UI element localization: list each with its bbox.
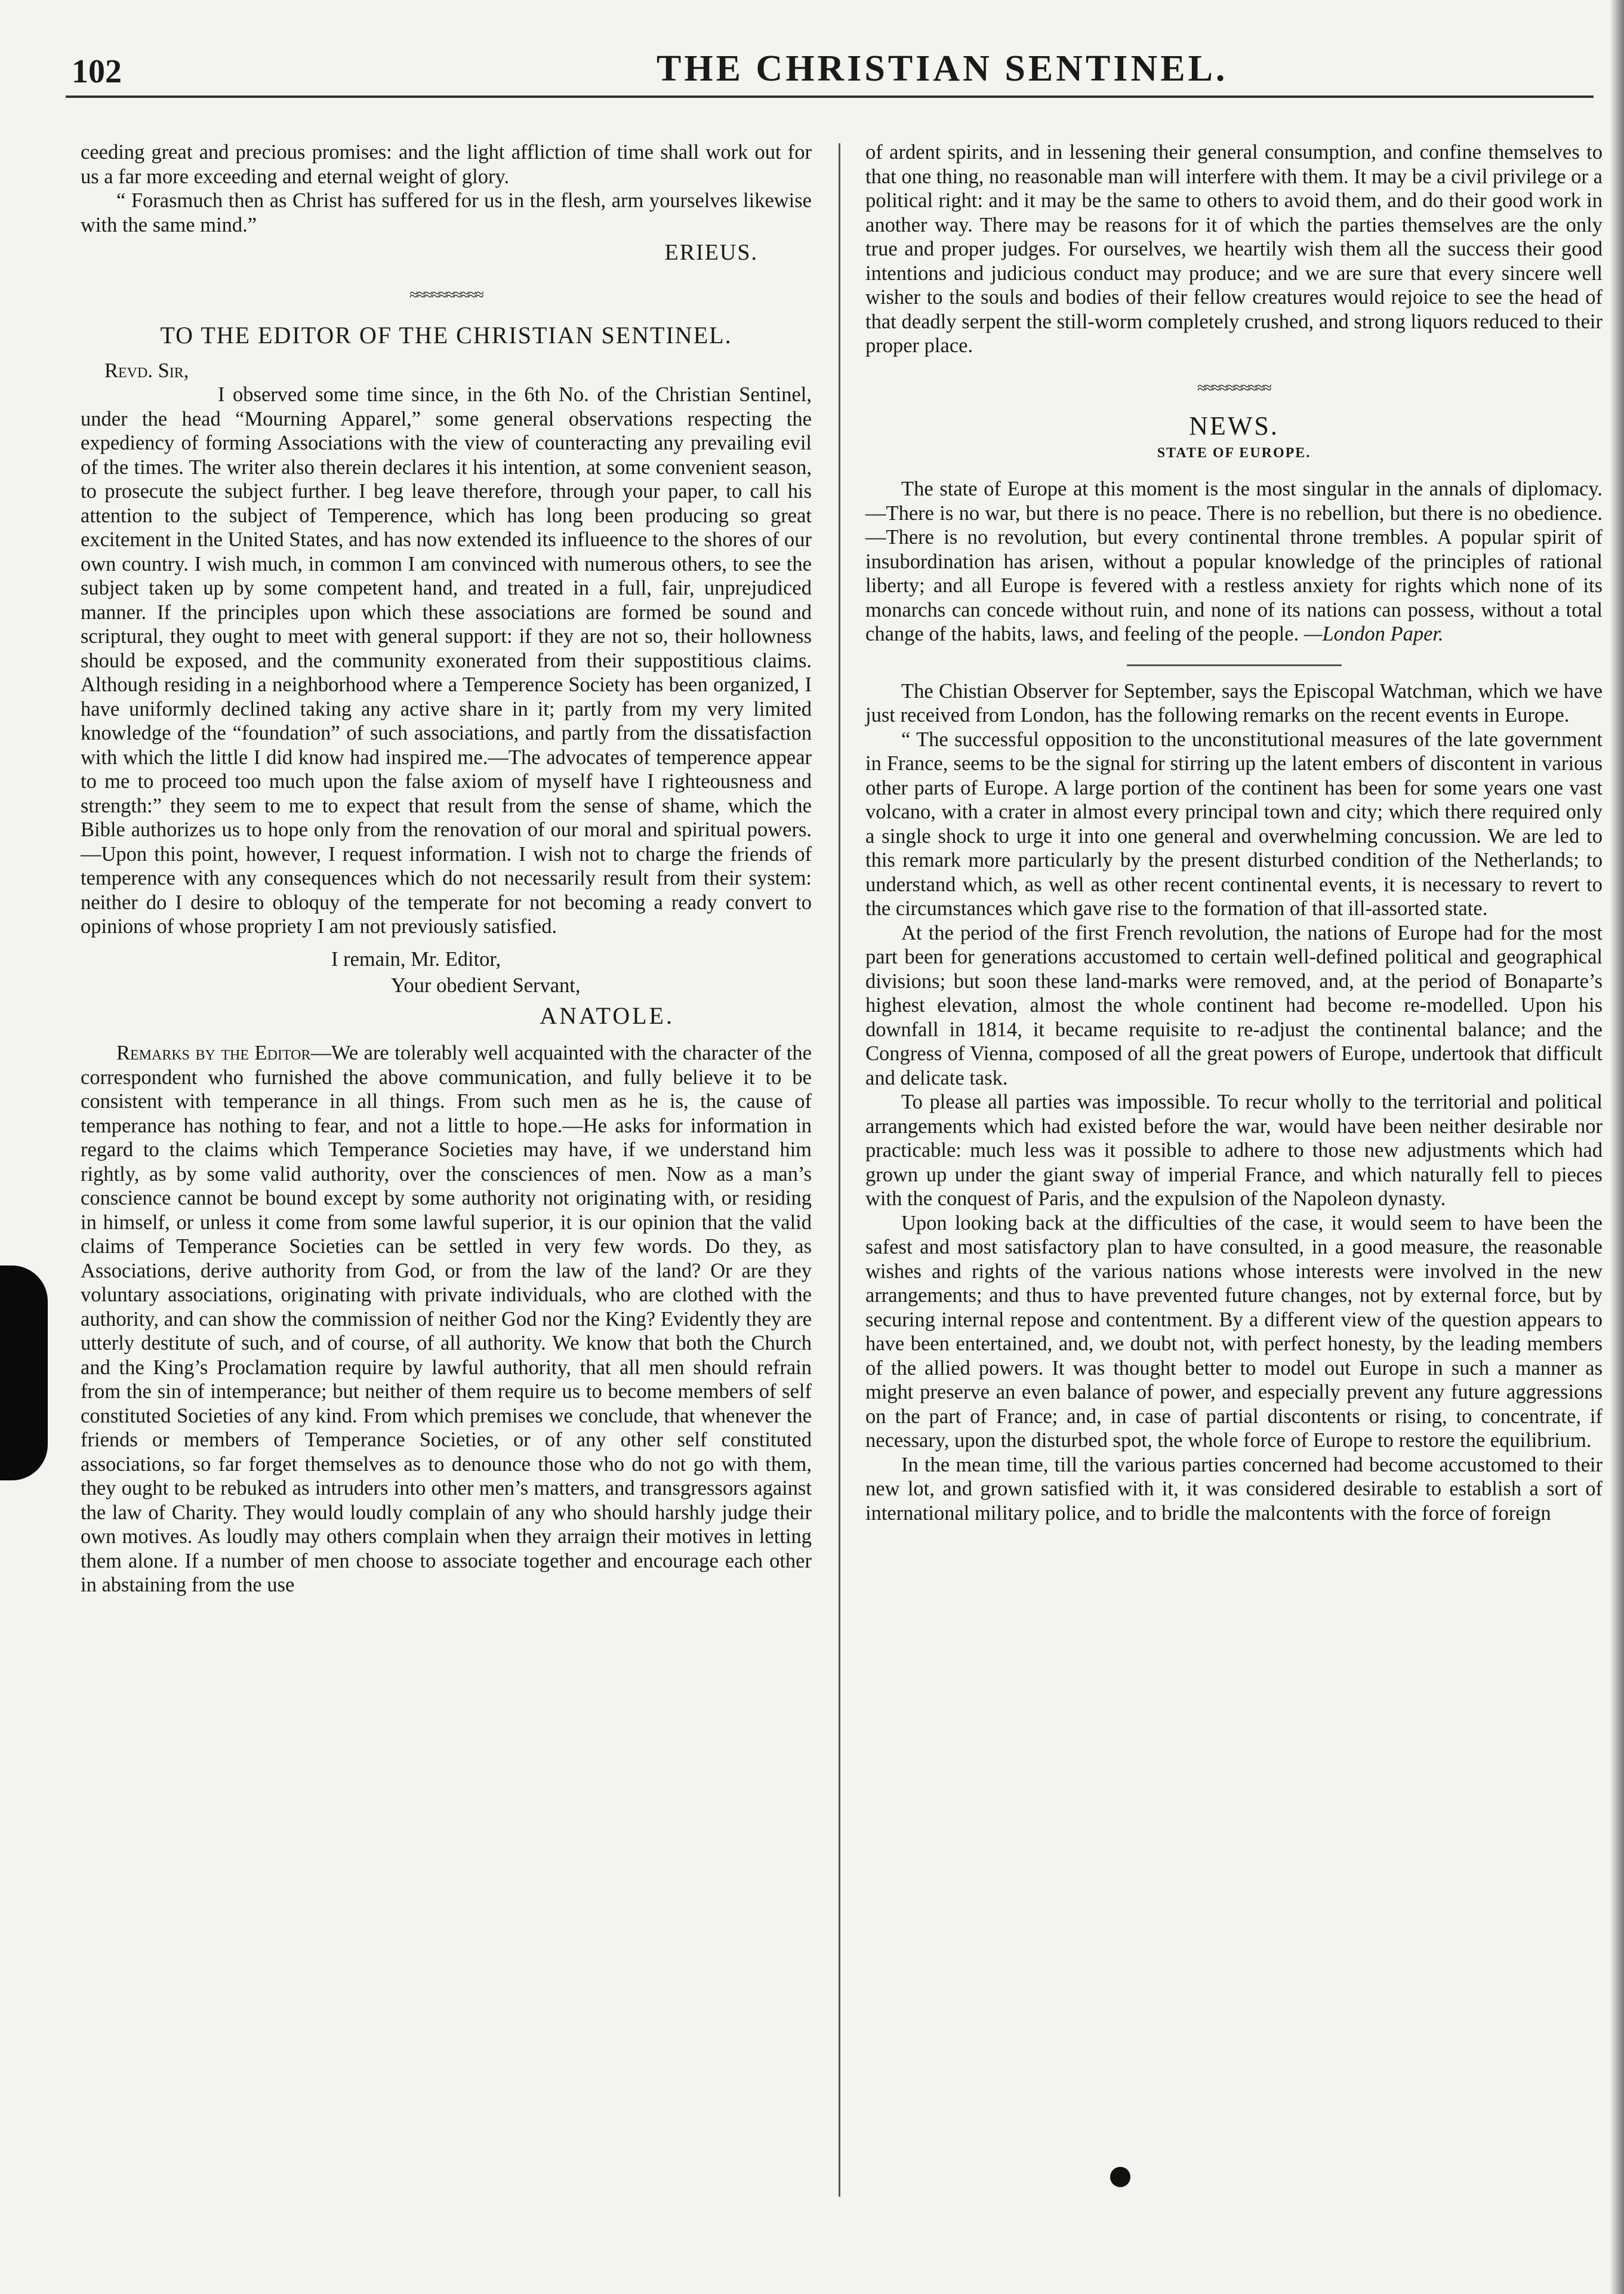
remarks-body: —We are tolerably well acquainted with the character of the correspondent who furnished the above communication, and fully believe it to be consistent with temperance in all things. From such men as he is, the cause of temperance has nothing to fear, and not a little to hope.—He asks for information in regard to the claims which Temperance Societies may have, if we understand him rightly, as by some valid authority, over the consciences of men. Now as a man’s conscience cannot be bound except by some authority not originating with, or residing in himself, or unless it come from some lawful superior, it is our opinion that the valid claims of Temperance Societies can be settled in very few words. Do they, as Associations, derive authority from God, or from the law of the land? Or are they voluntary associations, originating with private individuals, who are clothed with the authority, and can show the commission of neither God nor the King? Evidently they are utterly destitute of such, and of course, of all authority. We know that both the Church and the King’s Proclamation require by lawful authority, that all men should refrain from the sin of intemperance; but neither of them require us to become members of self constituted Societies of any kind. From which premises we conclude, that whenever the friends or members of Temperance Societies, or of any other self constituted associations, so far forget themselves as to denounce those who do not go with them, they ought to be rebuked as intruders into other men’s matters, and transgressors against the law of Charity. They would loudly complain of any who should harshly judge their own motives. As loudly may others complain when they arraign their motives in letting them alone. If a number of men choose to associate together and encourage each other in abstaining from the use — [81, 1042, 812, 1596]
observer-quote-5: In the mean time, till the various parties concerned had become accustomed to their new lot, and grown satisfied with it, it was considered desirable to establish a sort of international military police, and to bridle the malcontents with the force of foreign — [865, 1453, 1603, 1525]
column-divider — [839, 143, 840, 2197]
continuation-paragraph: of ardent spirits, and in lessening their general consumption, and confine themselves to that one thing, no reasonable man will interfere with them. It may be a civil privilege or a political right: and it may be the same to others to avoid them, and do their good work in another way. There may be reasons for it of which the parties themselves are the only true and proper judges. For ourselves, we heartily wish them all the success their good intentions and judicious conduct may produce; and we are sure that every sincere well wisher to the souls and bodies of their fellow creatures would rejoice to see the head of that deadly serpent the still-worm completely crushed, and strong liquors reduced to their proper place. — [865, 141, 1603, 357]
page-edge-shadow — [1610, 0, 1624, 2294]
header-rule — [66, 96, 1594, 98]
scripture-quote: “ Forasmuch then as Christ has suffered for us in the flesh, arm yourselves likewise with the same mind.” — [81, 189, 812, 236]
observer-quote-1: “ The successful opposition to the unconstitutional measures of the late government in France, seems to be the signal for stirring up the latent embers of discontent in various other parts of Europe. A large portion of the continent has been for some years one vast volcano, with a crater in almost every principal town and city; which there required only a single shock to urge it into one general and overwhelming concussion. We are led to this remark more particularly by the present disturbed condition of the Netherlands; to understand which, as well as other recent continental events, it is necessary to revert to the circumstances which gave rise to the formation of that ill-assorted state. — [865, 728, 1603, 920]
source-credit: —London Paper. — [1303, 623, 1444, 645]
news-subheading: STATE OF EUROPE. — [1157, 445, 1311, 461]
section-separator — [1127, 664, 1342, 666]
observer-quote-3: To please all parties was impossible. To recur wholly to the territorial and political arrangements which had existed before the war, would have been neither desirable nor practicable: much less was it possible to adhere to those new adjustments which had grown up under the giant sway of imperial France, and which naturally fell to pieces with the conquest of Paris, and the expulsion of the Napoleon dynasty. — [865, 1091, 1603, 1210]
europe-paragraph — [865, 477, 1603, 646]
observer-quote-2: At the period of the first French revolution, the nations of Europe had for the most part been for generations accustomed to certain well-defined political and geographical divisions; but soon these land-marks were removed, and, at the period of Bonaparte’s highest elevation, almost the whole continent had become re-modelled. Upon his downfall in 1814, it became requisite to re-adjust the continental balance; and the Congress of Vienna, composed of all the great powers of Europe, undertook that difficult and delicate task. — [865, 921, 1603, 1089]
ink-blot — [0, 1265, 48, 1480]
news-heading: NEWS. — [1189, 411, 1279, 441]
closing-line: I remain, Mr. Editor, — [331, 947, 501, 971]
signature-erieus: ERIEUS. — [664, 240, 758, 265]
observer-quote-4: Upon looking back at the difficulties of the case, it would seem to have been the safest and most satisfactory plan to have consulted, in a good measure, the reasonable wishes and rights of the various nations whose interests were involved in the new arrangements; and thus to have prevented future changes, not by external force, but by securing internal repose and contentment. By a different view of the question appears to have been entertained, and, we doubt not, with perfect honesty, by the leading members of the allied powers. It was thought better to model out Europe in such a manner as might preserve an even balance of power, and especially prevent any future aggressions on the part of France; and, in case of partial discontents or rising, to concentrate, if necessary, upon the disturbed spot, the whole force of Europe to restore the equilibrium. — [865, 1211, 1603, 1452]
europe-text: The state of Europe at this moment is the most singular in the annals of diplomacy.—There is no war, but there is no peace. There is no rebellion, but there is no obedience.—There is no revolution, but every continental throne trembles. A popular spirit of insubordination has arisen, without a popular knowledge of the principles of rational liberty; and all Europe is fevered with a restless anxiety for rights which none of its monarchs can concede without ruin, and none of its nations can possess, without a total change of the habits, laws, and feeling of the people. — [865, 478, 1603, 645]
salutation: Revd. Sir, — [104, 359, 189, 382]
ornament-divider: ≈≈≈≈≈≈≈≈≈≈ — [409, 285, 483, 303]
running-title: THE CHRISTIAN SENTINEL. — [657, 48, 1228, 89]
ornament-divider-right: ≈≈≈≈≈≈≈≈≈≈ — [1197, 378, 1271, 396]
letter-heading: TO THE EDITOR OF THE CHRISTIAN SENTINEL. — [160, 322, 732, 349]
letter-body: I observed some time since, in the 6th No. of the Christian Sentinel, under the head “Mourning Apparel,” some general observations respecting the expediency of forming Associations with the view of counteracting any prevailing evil of the times. The writer also therein declares it his intention, at some convenient season, to prosecute the subject further. I beg leave therefore, through your paper, to call his attention to the subject of Temperence, which has long been producing so great excitement in the United States, and has now extended its influeence to the shores of our own country. I wish much, in common I am convinced with numerous others, to see the subject taken up by some competent hand, and treated in a full, fair, unprejudiced manner. If the principles upon which these associations are formed be sound and scriptural, they ought to meet with general support: if they are not so, their hollowness should be exposed, and the community exonerated from their suppostitious claims. Although residing in a neighborhood where a Temperence Society has been organized, I have uniformly declined taking any active share in it; partly from my very limited knowledge of the “foundation” of such associations, and partly from the dissatisfaction with which the little I did know had inspired me.—The advocates of temperence appear to me to proceed too much upon the false axiom of myself have I righteousness and strength:” they seem to me to expect that result from the sense of shame, which the Bible authorizes us to hope only from the renovation of our moral and spiritual powers.—Upon this point, however, I request information. I wish not to charge the friends of temperence with any consequences which do not necessarily result from their system: neither do I desire to obloquy of the temperate for not becoming a ready convert to opinions of whose propriety I am not previously satisfied. — [81, 383, 812, 938]
closing-line-2: Your obedient Servant, — [391, 974, 581, 997]
right-column — [865, 140, 1603, 1525]
signature-anatole: ANATOLE. — [540, 1002, 674, 1029]
intro-paragraph: ceeding great and precious promises: and the light affliction of time shall work out for us a far more exceeding and eternal weight of glory. — [81, 141, 812, 188]
remarks-label: Remarks by the Editor — [116, 1042, 311, 1064]
ink-dot — [1110, 2167, 1130, 2187]
editor-remarks — [81, 1041, 812, 1597]
page-number: 102 — [72, 53, 122, 90]
observer-intro: The Chistian Observer for September, says the Episcopal Watchman, which we have just received from London, has the following remarks on the recent events in Europe. — [865, 679, 1603, 726]
left-column — [81, 140, 812, 1597]
